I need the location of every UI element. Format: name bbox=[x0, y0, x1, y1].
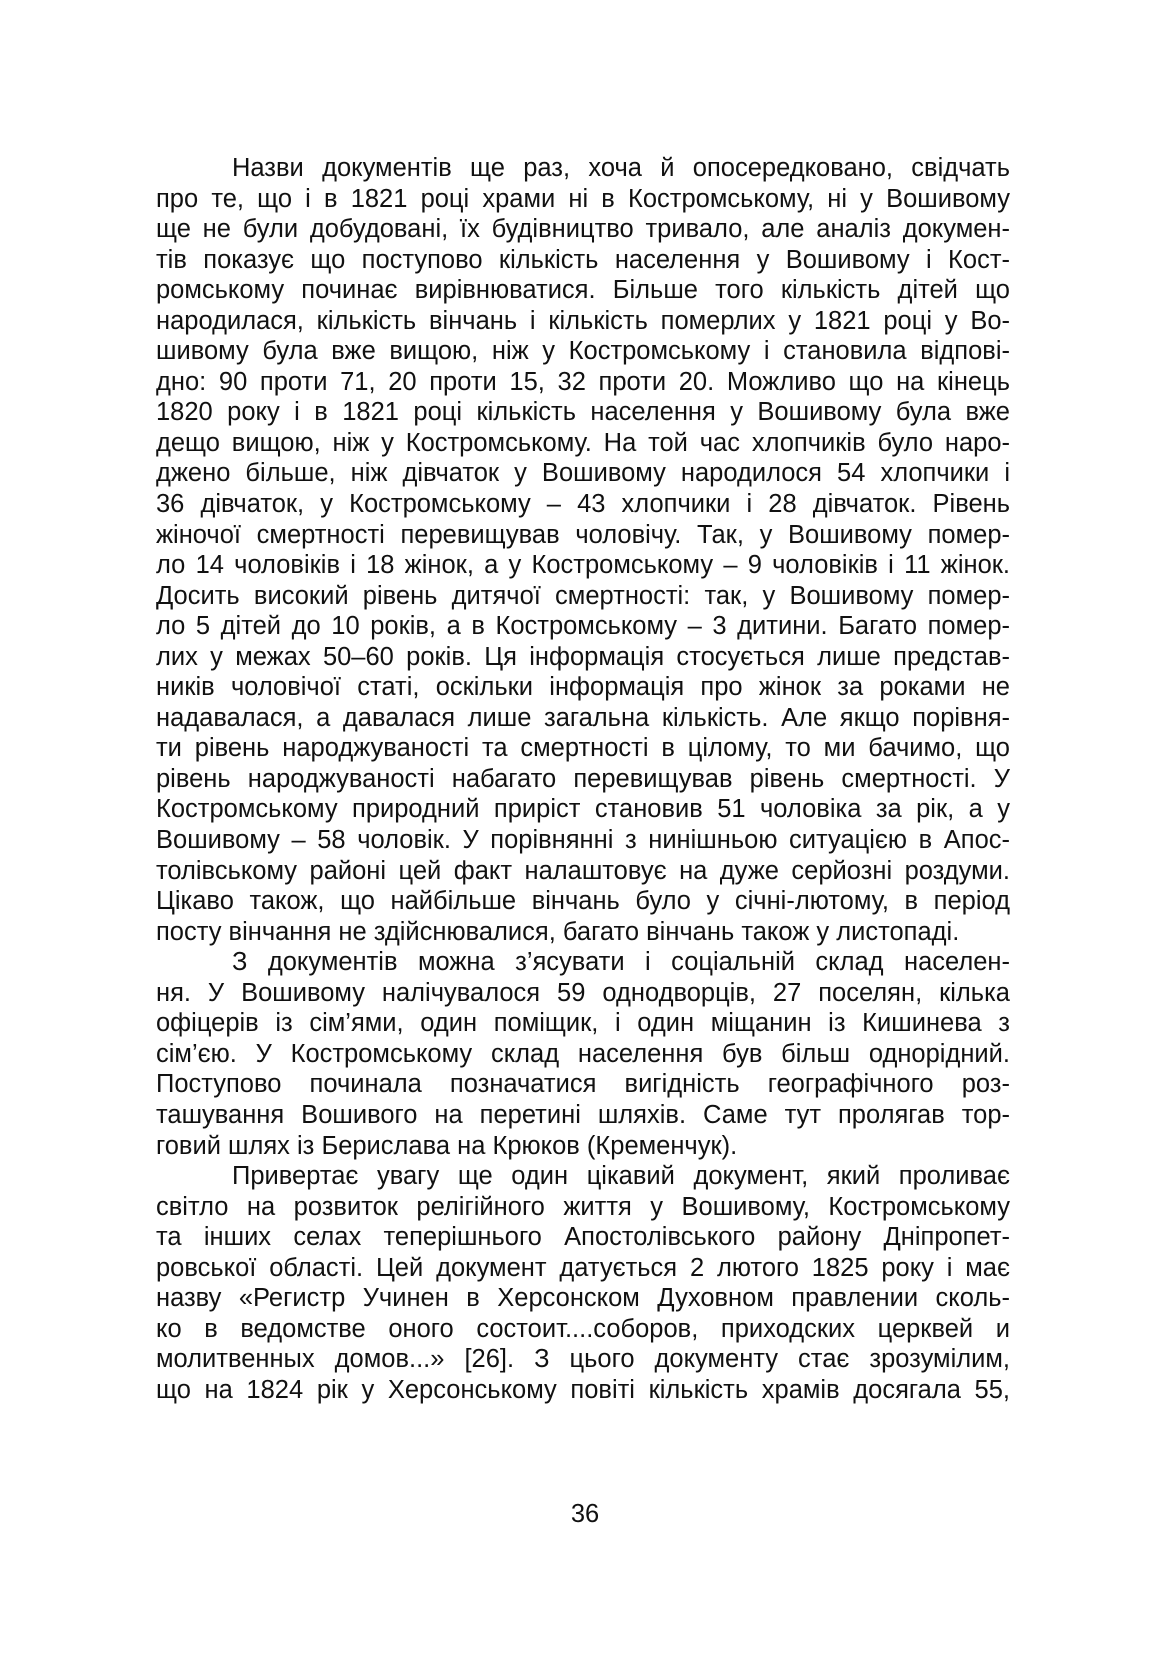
paragraph bbox=[156, 1161, 1010, 1405]
text-line: лих у межах 50–60 років. Ця інформація стосується лише представ- bbox=[156, 642, 1010, 671]
text-line: Цікаво також, що найбільше вінчань було у січні-лютому, в період bbox=[156, 887, 1010, 916]
text-line: ників чоловічої статі, оскільки інформація про жінок за роками не bbox=[156, 673, 1010, 702]
text-line: світло на розвиток релігійного життя у Вошивому, Костромському bbox=[156, 1192, 1010, 1221]
text-line: Костромському природний приріст становив 51 чоловіка за рік, а у bbox=[156, 795, 1010, 824]
text-line: тів показує що поступово кількість населення у Вошивому і Кост- bbox=[156, 245, 1010, 274]
text-line: дно: 90 проти 71, 20 проти 15, 32 проти 20. Можливо що на кінець bbox=[156, 367, 1010, 396]
text-line: посту вінчання не здійснювалися, багато вінчань також у листопаді. bbox=[156, 917, 960, 946]
text-line: надавалася, а давалася лише загальна кількість. Але якщо порівня- bbox=[156, 703, 1010, 732]
text-line: 36 дівчаток, у Костромському – 43 хлопчики і 28 дівчаток. Рівень bbox=[156, 490, 1010, 519]
text-line: що на 1824 рік у Херсонському повіті кількість храмів досягала 55, bbox=[156, 1375, 1010, 1404]
text-line: та інших селах теперішнього Апостолівського району Дніпропет- bbox=[156, 1223, 1010, 1252]
page-number: 36 bbox=[570, 1500, 600, 1528]
text-line: З документів можна з’ясувати і соціальній склад населен- bbox=[232, 948, 1010, 977]
text-line: говий шлях із Берислава на Крюков (Кременчук). bbox=[156, 1131, 738, 1160]
text-line: Поступово починала позначатися вигідність географічного роз- bbox=[156, 1070, 1010, 1099]
text-line: сім’єю. У Костромському склад населення був більш однорідний. bbox=[156, 1039, 1010, 1068]
text-line: ти рівень народжуваності та смертності в цілому, то ми бачимо, що bbox=[156, 734, 1010, 763]
text-line: ровської області. Цей документ датується 2 лютого 1825 року і має bbox=[156, 1253, 1010, 1282]
text-line: Вошивому – 58 чоловік. У порівнянні з нинішньою ситуацією в Апос- bbox=[156, 826, 1010, 855]
text-line: джено більше, ніж дівчаток у Вошивому народилося 54 хлопчики і bbox=[156, 459, 1010, 488]
text-line: ло 14 чоловіків і 18 жінок, а у Костромському – 9 чоловіків і 11 жінок. bbox=[156, 551, 1010, 580]
text-line: 1820 року і в 1821 році кількість населення у Вошивому була вже bbox=[156, 398, 1010, 427]
text-line: ще не були добудовані, їх будівництво тривало, але аналіз докумен- bbox=[156, 215, 1010, 244]
text-line: Привертає увагу ще один цікавий документ, який проливає bbox=[232, 1162, 1010, 1191]
body-text bbox=[156, 153, 1010, 1405]
text-line: ташування Вошивого на перетині шляхів. Саме тут пролягав тор- bbox=[156, 1100, 1010, 1129]
text-line: ромському починає вирівнюватися. Більше того кількість дітей що bbox=[156, 276, 1010, 305]
text-line: толівському районі цей факт налаштовує на дуже серйозні роздуми. bbox=[156, 856, 1010, 885]
text-line: Досить високий рівень дитячої смертності: так, у Вошивому помер- bbox=[156, 581, 1010, 610]
text-line: ло 5 дітей до 10 років, а в Костромському – 3 дитини. Багато помер- bbox=[156, 612, 1010, 641]
text-line: про те, що і в 1821 році храми ні в Костромському, ні у Вошивому bbox=[156, 184, 1010, 213]
paragraph bbox=[156, 947, 1010, 1161]
text-line: шивому була вже вищою, ніж у Костромському і становила відпові- bbox=[156, 337, 1010, 366]
text-line: ко в ведомстве оного состоит....соборов, приходских церквей и bbox=[156, 1314, 1010, 1343]
text-line: ня. У Вошивому налічувалося 59 однодворців, 27 поселян, кілька bbox=[156, 978, 1010, 1007]
text-line: рівень народжуваності набагато перевищував рівень смертності. У bbox=[156, 764, 1010, 793]
paragraph bbox=[156, 153, 1010, 947]
text-line: жіночої смертності перевищував чоловічу. Так, у Вошивому помер- bbox=[156, 520, 1010, 549]
text-line: Назви документів ще раз, хоча й опосередковано, свідчать bbox=[232, 154, 1010, 182]
text-line: офіцерів із сім’ями, один поміщик, і один міщанин із Кишинева з bbox=[156, 1009, 1010, 1038]
text-line: дещо вищою, ніж у Костромському. На той час хлопчиків було наро- bbox=[156, 428, 1010, 457]
text-line: народилася, кількість вінчань і кількість померлих у 1821 році у Во- bbox=[156, 306, 1010, 335]
text-line: молитвенных домов...» [26]. З цього документу стає зрозумілим, bbox=[156, 1345, 1010, 1374]
text-line: назву «Регистр Учинен в Херсонском Духовном правлении сколь- bbox=[156, 1284, 1010, 1313]
